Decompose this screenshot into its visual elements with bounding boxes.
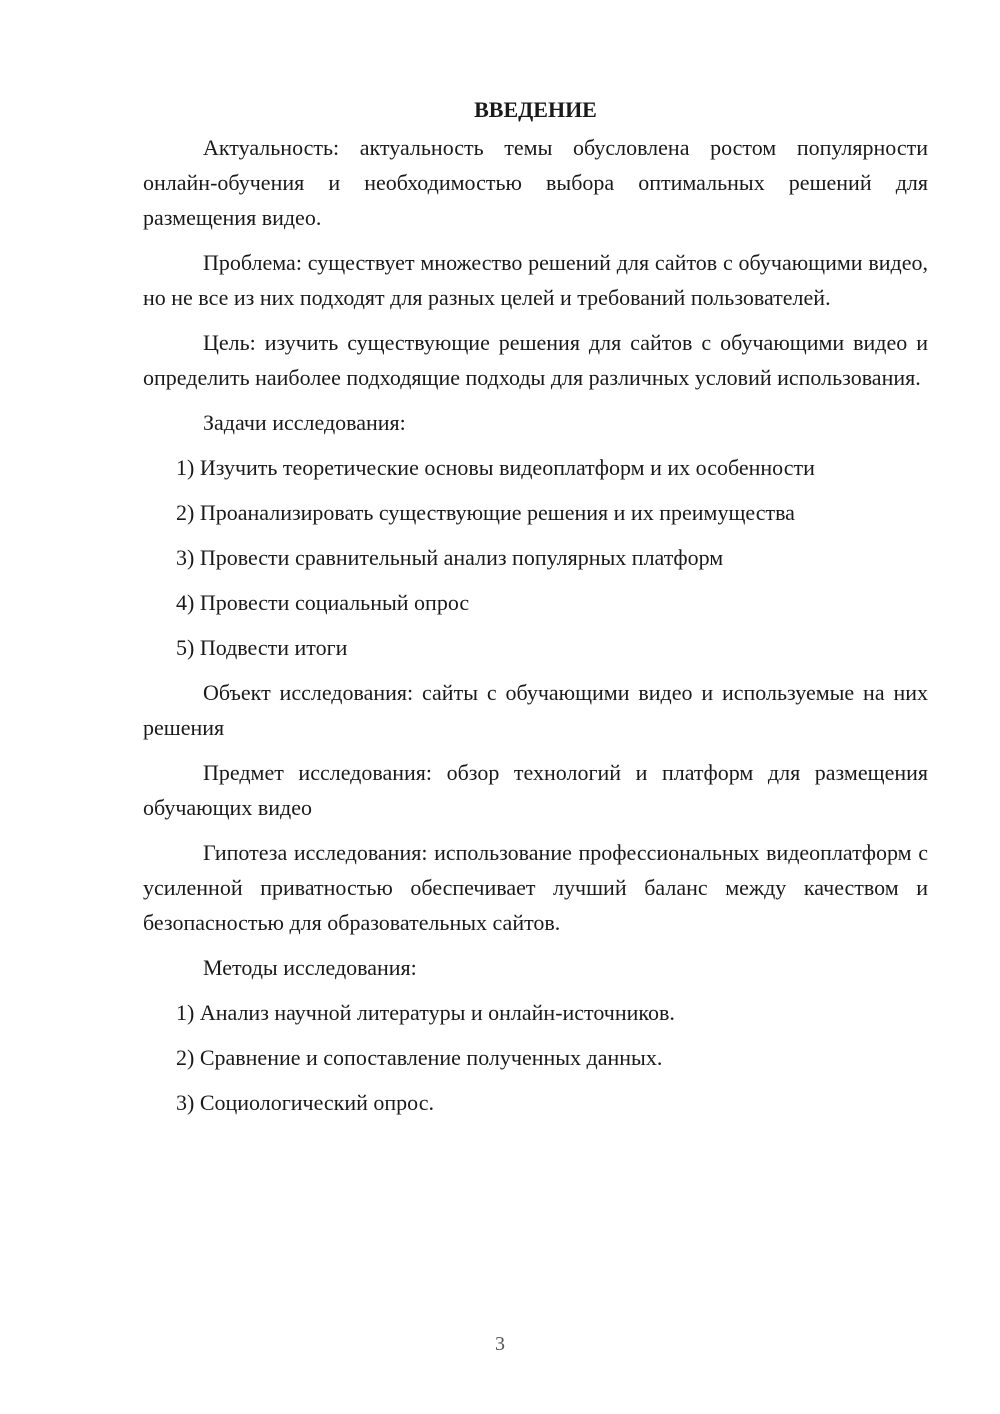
subject-paragraph: Предмет исследования: обзор технологий и платформ для размещения обучающих видео xyxy=(143,760,928,820)
list-item: 4) Провести социальный опрос xyxy=(176,590,470,615)
hypothesis-paragraph: Гипотеза исследования: использование профессиональных видеоплатформ с усиленной приватностью обеспечивает лучший баланс между качеством и безопасностью для образовательных сайтов. xyxy=(143,840,928,935)
list-item: 3) Провести сравнительный анализ популярных платформ xyxy=(176,545,724,570)
goal-paragraph: Цель: изучить существующие решения для сайтов с обучающими видео и определить наиболее подходящие подходы для различных условий использования. xyxy=(143,330,928,390)
list-item: 2) Проанализировать существующие решения и их преимущества xyxy=(176,500,795,525)
relevance-paragraph: Актуальность: актуальность темы обусловлена ростом популярности онлайн-обучения и необходимостью выбора оптимальных решений для размещения видео. xyxy=(143,135,928,230)
list-item: 1) Анализ научной литературы и онлайн-источников. xyxy=(176,1000,675,1025)
object-paragraph: Объект исследования: сайты с обучающими видео и используемые на них решения xyxy=(143,680,928,740)
tasks-heading: Задачи исследования: xyxy=(203,410,406,435)
list-item: 1) Изучить теоретические основы видеоплатформ и их особенности xyxy=(176,455,815,480)
list-item: 2) Сравнение и сопоставление полученных данных. xyxy=(176,1045,663,1070)
page-number: 3 xyxy=(495,1333,505,1355)
section-title: ВВЕДЕНИЕ xyxy=(474,97,597,122)
methods-list xyxy=(143,995,928,1120)
list-item: 5) Подвести итоги xyxy=(176,635,348,660)
document-page xyxy=(143,92,928,1130)
list-item: 3) Социологический опрос. xyxy=(176,1090,434,1115)
problem-paragraph: Проблема: существует множество решений для сайтов с обучающими видео, но не все из них подходят для разных целей и требований пользователей. xyxy=(143,250,928,310)
tasks-list xyxy=(143,450,928,665)
methods-heading: Методы исследования: xyxy=(203,955,417,980)
